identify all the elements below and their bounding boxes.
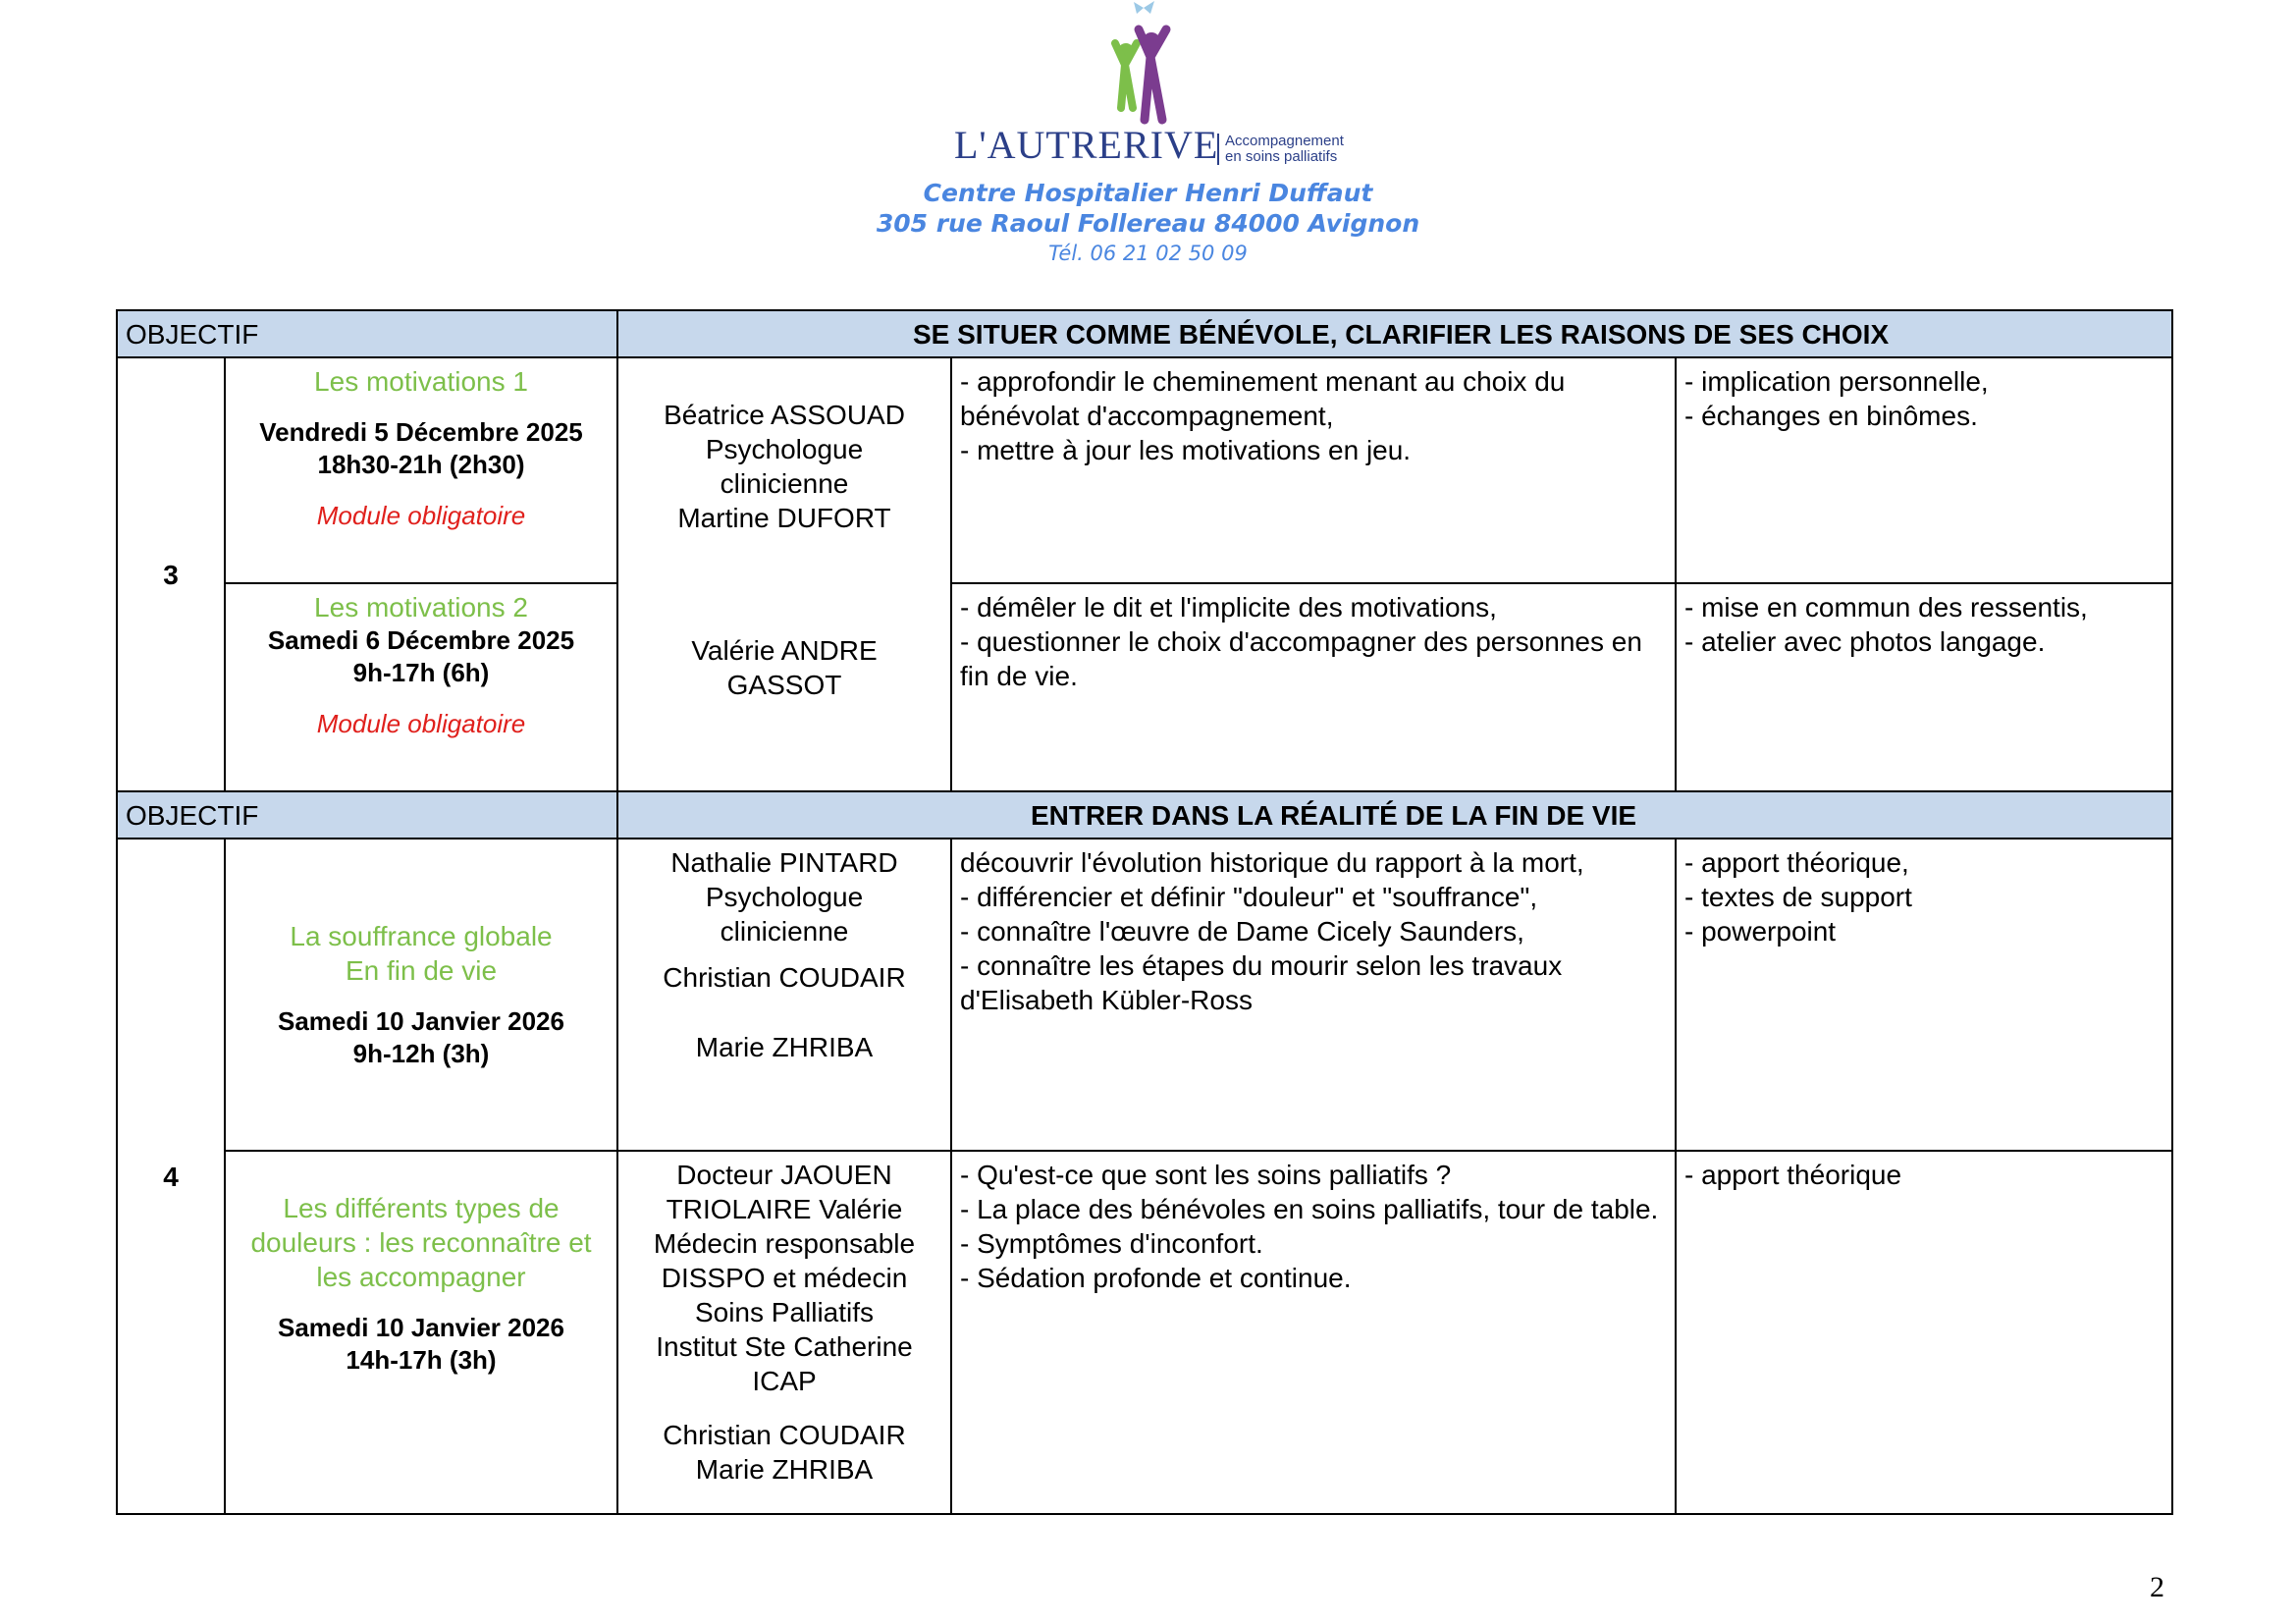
speaker-line: Psychologue	[705, 882, 864, 912]
objective-header-row	[117, 791, 2172, 839]
speaker-line: Docteur JAOUEN	[676, 1160, 892, 1190]
table-row	[117, 839, 2172, 1151]
table-row	[117, 1151, 2172, 1514]
page-header	[0, 0, 2296, 285]
speaker-line: clinicienne	[720, 916, 849, 947]
speaker-line: DISSPO et médecin	[661, 1263, 908, 1293]
method-line: - atelier avec photos langage.	[1684, 626, 2046, 657]
speaker-line: Martine DUFORT	[677, 503, 891, 533]
table-row	[117, 583, 2172, 791]
session-cell	[225, 357, 617, 583]
speaker-line: Christian COUDAIR	[663, 962, 906, 993]
content-line: - Symptômes d'inconfort.	[960, 1228, 1263, 1259]
content-line: découvrir l'évolution historique du rapport à la mort,	[960, 847, 1584, 878]
session-date: Samedi 10 Janvier 2026	[278, 1006, 564, 1036]
program-table	[116, 309, 2173, 1515]
session-cell	[225, 839, 617, 1151]
speaker-line: ICAP	[752, 1366, 817, 1396]
methods-cell	[1676, 1151, 2172, 1514]
content-line: - approfondir le cheminement menant au choix du bénévolat d'accompagnement,	[960, 366, 1566, 431]
speakers-cell	[617, 1151, 951, 1514]
speaker-line: GASSOT	[726, 670, 842, 700]
content-line: - différencier et définir "douleur" et "souffrance",	[960, 882, 1538, 912]
speaker-line: clinicienne	[720, 468, 849, 499]
address-line-2: 305 rue Raoul Follereau 84000 Avignon	[876, 209, 1420, 238]
session-subtitle: En fin de vie	[345, 955, 498, 986]
speaker-line: Psychologue	[705, 434, 864, 464]
content-line: - La place des bénévoles en soins palliatifs, tour de table.	[960, 1194, 1659, 1224]
speaker-line: Nathalie PINTARD	[670, 847, 898, 878]
speaker-line: Béatrice ASSOUAD	[664, 400, 905, 430]
content-cell	[951, 1151, 1676, 1514]
speaker-line: Marie ZHRIBA	[695, 1032, 874, 1062]
address-line-1: Centre Hospitalier Henri Duffaut	[923, 179, 1373, 207]
content-line: - connaître les étapes du mourir selon les travaux d'Elisabeth Kübler-Ross	[960, 950, 1563, 1015]
content-line: - Sédation profonde et continue.	[960, 1263, 1352, 1293]
session-time: 9h-17h (6h)	[352, 658, 490, 687]
methods-cell	[1676, 583, 2172, 791]
session-cell	[225, 583, 617, 791]
method-line: - apport théorique,	[1684, 847, 1909, 878]
method-line: - échanges en binômes.	[1684, 401, 1978, 431]
methods-cell	[1676, 839, 2172, 1151]
session-title: Les motivations 1	[314, 366, 528, 397]
logo-tagline: Accompagnement en soins palliatifs	[1217, 134, 1344, 165]
content-cell	[951, 839, 1676, 1151]
session-note: Module obligatoire	[316, 709, 526, 738]
objective-label: OBJECTIF	[117, 310, 617, 357]
table-row	[117, 357, 2172, 583]
module-number: 4	[117, 839, 225, 1514]
session-time: 9h-12h (3h)	[352, 1039, 490, 1068]
methods-cell	[1676, 357, 2172, 583]
method-line: - mise en commun des ressentis,	[1684, 592, 2088, 623]
content-line: - connaître l'œuvre de Dame Cicely Saunders,	[960, 916, 1524, 947]
speaker-line: Médecin responsable	[653, 1228, 916, 1259]
speakers-cell	[617, 839, 951, 1151]
session-date: Vendredi 5 Décembre 2025	[259, 417, 583, 447]
method-line: - powerpoint	[1684, 916, 1837, 947]
content-line: - mettre à jour les motivations en jeu.	[960, 435, 1412, 465]
content-line: - démêler le dit et l'implicite des motivations,	[960, 592, 1497, 623]
content-cell	[951, 357, 1676, 583]
speaker-line: Institut Ste Catherine	[656, 1331, 913, 1362]
session-time: 14h-17h (3h)	[346, 1345, 497, 1375]
objective-title: SE SITUER COMME BÉNÉVOLE, CLARIFIER LES RAISONS DE SES CHOIX	[617, 310, 2172, 357]
speaker-line: Christian COUDAIR	[663, 1420, 906, 1450]
session-title: Les motivations 2	[314, 592, 528, 623]
method-line: - apport théorique	[1684, 1160, 1902, 1190]
speaker-line: TRIOLAIRE Valérie	[666, 1194, 903, 1224]
session-date: Samedi 6 Décembre 2025	[267, 625, 575, 655]
phone-line: Tél. 06 21 02 50 09	[1048, 242, 1248, 265]
content-line: - Qu'est-ce que sont les soins palliatifs ?	[960, 1160, 1452, 1190]
objective-label: OBJECTIF	[117, 791, 617, 839]
content-line: - questionner le choix d'accompagner des personnes en fin de vie.	[960, 626, 1642, 691]
objective-header-row	[117, 310, 2172, 357]
speaker-line: Soins Palliatifs	[694, 1297, 875, 1327]
session-date: Samedi 10 Janvier 2026	[278, 1313, 564, 1342]
speaker-line: Valérie ANDRE	[691, 635, 878, 666]
session-cell	[225, 1151, 617, 1514]
speaker-line: Marie ZHRIBA	[695, 1454, 874, 1485]
session-title: Les différents types de douleurs : les reconnaître et les accompagner	[250, 1193, 592, 1292]
objective-title: ENTRER DANS LA RÉALITÉ DE LA FIN DE VIE	[617, 791, 2172, 839]
session-note: Module obligatoire	[316, 501, 526, 530]
page-number: 2	[2150, 1571, 2164, 1603]
session-title: La souffrance globale	[290, 921, 553, 951]
method-line: - textes de support	[1684, 882, 1912, 912]
content-cell	[951, 583, 1676, 791]
speakers-cell	[617, 357, 951, 791]
logo-wordmark: L'AUTRERIVE	[954, 123, 1219, 167]
method-line: - implication personnelle,	[1684, 366, 1989, 397]
session-time: 18h30-21h (2h30)	[317, 450, 525, 479]
module-number: 3	[117, 357, 225, 791]
